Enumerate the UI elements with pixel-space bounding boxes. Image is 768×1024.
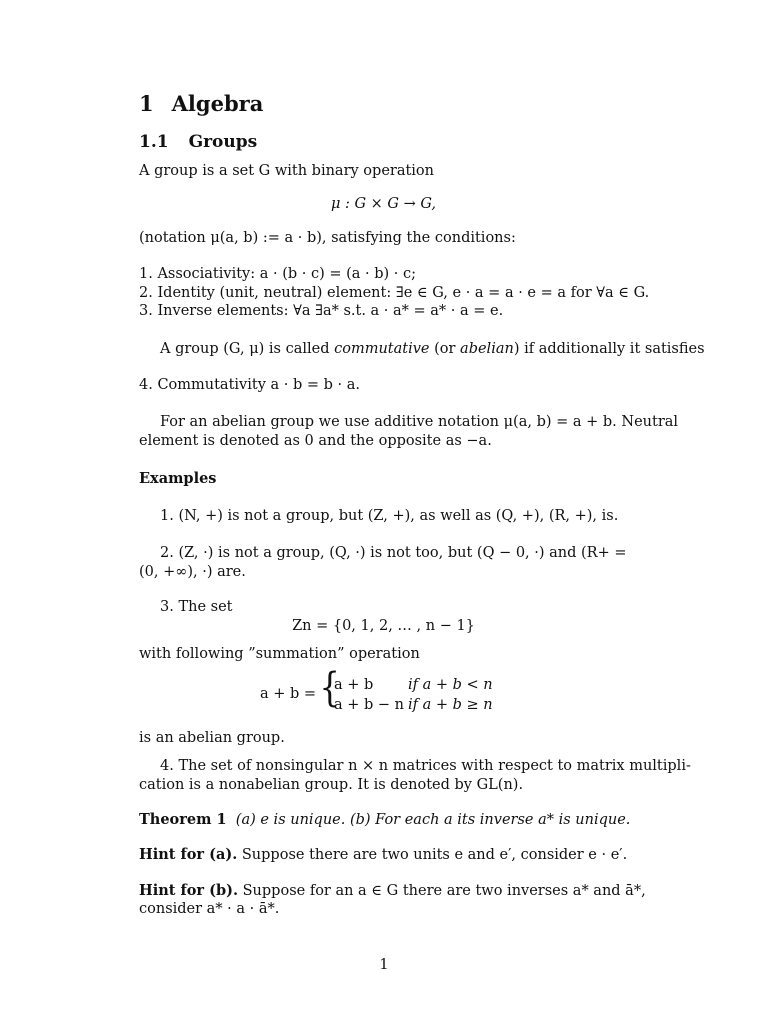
commutative-mid: (or [429, 341, 461, 357]
theorem-label: Theorem 1 [139, 811, 227, 828]
hint-b-label: Hint for (b). [139, 882, 239, 899]
commutative-post: ) if additionally it satisfies [513, 341, 705, 357]
case-condition-2: if a + b ≥ n [408, 697, 493, 713]
examples-heading: Examples [139, 470, 217, 487]
section-heading [139, 90, 628, 119]
example-4-line2: cation is a nonabelian group. It is denoted by GL(n). [139, 777, 524, 793]
additive-notation-line2: element is denoted as 0 and the opposite as −a. [139, 433, 492, 449]
additive-notation-line1: For an abelian group we use additive notation μ(a, b) = a + b. Neutral [160, 414, 679, 430]
page-number: 1 [379, 957, 389, 973]
commutative-definition [160, 340, 705, 360]
example-1: 1. (N, +) is not a group, but (Z, +), as well as (Q, +), (R, +), is. [160, 508, 619, 524]
example-3: 3. The set [160, 599, 233, 615]
term-abelian: abelian [460, 341, 514, 357]
cases-lhs: a + b = [260, 686, 317, 702]
case-row-2: a + b − n [334, 697, 405, 713]
mu-definition: μ : G × G → G, [330, 196, 437, 212]
condition-commutativity: 4. Commutativity a · b = b · a. [139, 377, 360, 393]
condition-associativity: 1. Associativity: a · (b · c) = (a · b) · c; [139, 266, 417, 282]
hint-b-text: Suppose for an a ∈ G there are two inverses a* and ā*, [238, 883, 646, 899]
intro-text: A group is a set G with binary operation [139, 163, 435, 179]
condition-inverse: 3. Inverse elements: ∀a ∃a* s.t. a · a* = a* · a = e. [139, 303, 504, 319]
piecewise-summation [260, 665, 520, 722]
theorem-1 [139, 810, 631, 831]
condition-identity: 2. Identity (unit, neutral) element: ∃e ∈ G, e · a = a · e = a for ∀a ∈ G. [139, 285, 650, 301]
left-brace: { [319, 665, 340, 711]
section-number: 1 [139, 91, 154, 116]
subsection-title: Groups [188, 132, 258, 152]
summation-text: with following ”summation” operation [139, 646, 420, 662]
abelian-group-text: is an abelian group. [139, 730, 285, 746]
notation-text: (notation μ(a, b) := a · b), satisfying the conditions: [139, 230, 516, 246]
zn-definition: Zn = {0, 1, 2, … , n − 1} [292, 618, 475, 634]
hint-a [139, 845, 628, 866]
example-2-line2: (0, +∞), ·) are. [139, 564, 246, 580]
case-row-1: a + b [334, 677, 374, 693]
term-commutative: commutative [334, 341, 430, 357]
hint-b-line2: consider a* · a · ā*. [139, 901, 280, 917]
subsection-heading [139, 131, 628, 154]
example-2-line1: 2. (Z, ·) is not a group, (Q, ·) is not too, but (Q − 0, ·) and (R+ = [160, 545, 627, 561]
commutative-pre: A group (G, μ) is called [160, 341, 335, 357]
hint-a-label: Hint for (a). [139, 846, 238, 863]
section-title: Algebra [171, 91, 264, 116]
example-4-line1: 4. The set of nonsingular n × n matrices with respect to matrix multipli- [160, 758, 691, 774]
case-condition-1: if a + b < n [408, 677, 493, 693]
hint-a-text: Suppose there are two units e and e′, consider e · e′. [237, 847, 628, 863]
theorem-text: (a) e is unique. (b) For each a its inverse a* is unique. [235, 812, 631, 828]
subsection-number: 1.1 [139, 132, 169, 152]
hint-b [139, 881, 646, 902]
